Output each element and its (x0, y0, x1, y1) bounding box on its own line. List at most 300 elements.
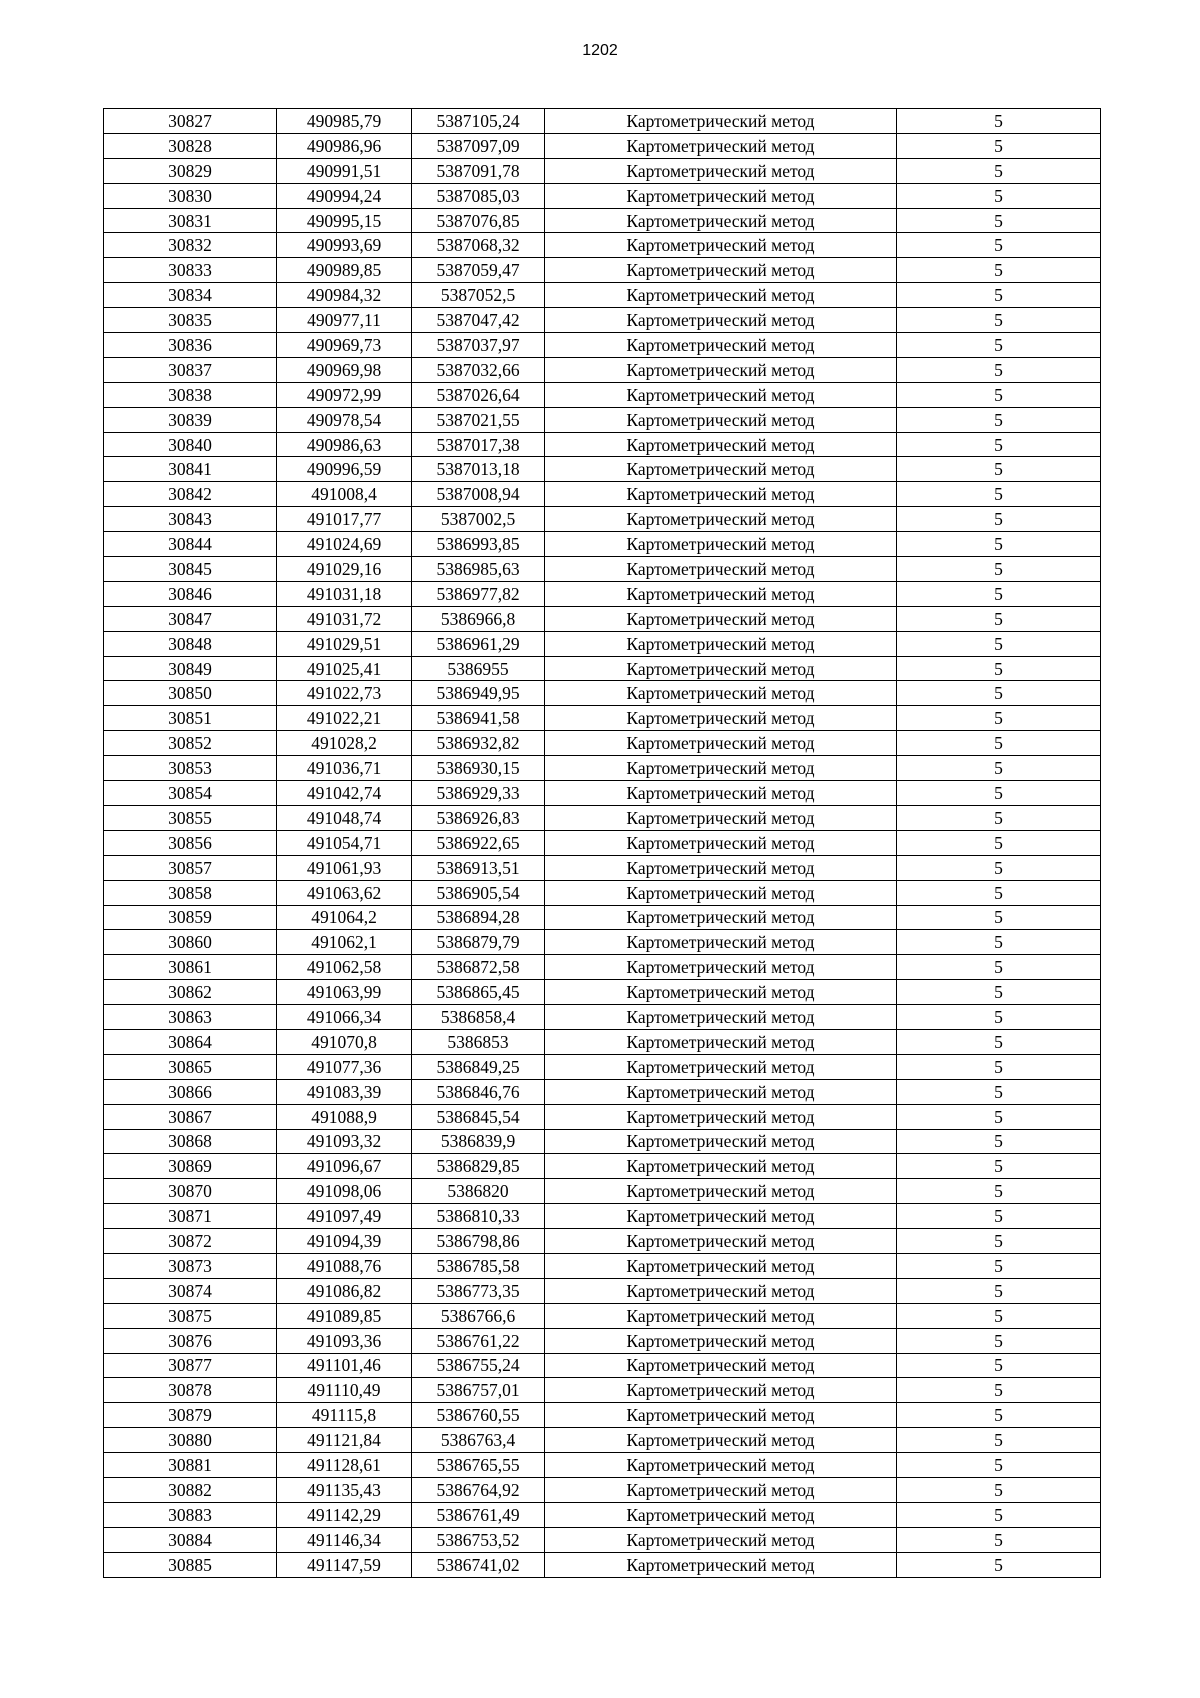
table-row (104, 656, 1101, 681)
table-row (104, 855, 1101, 880)
accuracy-cell: 5 (897, 1527, 1101, 1552)
y-coordinate-cell: 5387059,47 (412, 258, 545, 283)
accuracy-cell: 5 (897, 532, 1101, 557)
table-row (104, 1378, 1101, 1403)
y-coordinate-cell: 5386761,22 (412, 1328, 545, 1353)
point-number-cell: 30828 (104, 133, 277, 158)
method-cell: Картометрический метод (545, 133, 897, 158)
accuracy-cell: 5 (897, 781, 1101, 806)
x-coordinate-cell: 491063,62 (277, 880, 412, 905)
method-cell: Картометрический метод (545, 1552, 897, 1577)
accuracy-cell: 5 (897, 706, 1101, 731)
table-row (104, 880, 1101, 905)
table-row (104, 1179, 1101, 1204)
y-coordinate-cell: 5386966,8 (412, 606, 545, 631)
method-cell: Картометрический метод (545, 631, 897, 656)
y-coordinate-cell: 5386765,55 (412, 1453, 545, 1478)
table-row (104, 208, 1101, 233)
accuracy-cell: 5 (897, 905, 1101, 930)
table-row (104, 756, 1101, 781)
accuracy-cell: 5 (897, 457, 1101, 482)
accuracy-cell: 5 (897, 233, 1101, 258)
accuracy-cell: 5 (897, 855, 1101, 880)
accuracy-cell: 5 (897, 1502, 1101, 1527)
accuracy-cell: 5 (897, 1403, 1101, 1428)
point-number-cell: 30869 (104, 1154, 277, 1179)
method-cell: Картометрический метод (545, 1527, 897, 1552)
method-cell: Картометрический метод (545, 681, 897, 706)
accuracy-cell: 5 (897, 581, 1101, 606)
x-coordinate-cell: 491054,71 (277, 830, 412, 855)
point-number-cell: 30863 (104, 1005, 277, 1030)
x-coordinate-cell: 490991,51 (277, 158, 412, 183)
x-coordinate-cell: 491088,9 (277, 1104, 412, 1129)
method-cell: Картометрический метод (545, 158, 897, 183)
accuracy-cell: 5 (897, 109, 1101, 134)
y-coordinate-cell: 5387105,24 (412, 109, 545, 134)
accuracy-cell: 5 (897, 1253, 1101, 1278)
y-coordinate-cell: 5387047,42 (412, 308, 545, 333)
method-cell: Картометрический метод (545, 557, 897, 582)
method-cell: Картометрический метод (545, 955, 897, 980)
point-number-cell: 30855 (104, 805, 277, 830)
x-coordinate-cell: 491097,49 (277, 1204, 412, 1229)
point-number-cell: 30829 (104, 158, 277, 183)
accuracy-cell: 5 (897, 1303, 1101, 1328)
method-cell: Картометрический метод (545, 855, 897, 880)
method-cell: Картометрический метод (545, 283, 897, 308)
table-row (104, 1054, 1101, 1079)
y-coordinate-cell: 5387068,32 (412, 233, 545, 258)
accuracy-cell: 5 (897, 756, 1101, 781)
y-coordinate-cell: 5387076,85 (412, 208, 545, 233)
y-coordinate-cell: 5386753,52 (412, 1527, 545, 1552)
method-cell: Картометрический метод (545, 706, 897, 731)
table-row (104, 681, 1101, 706)
accuracy-cell: 5 (897, 1477, 1101, 1502)
accuracy-cell: 5 (897, 1154, 1101, 1179)
x-coordinate-cell: 491062,58 (277, 955, 412, 980)
y-coordinate-cell: 5386764,92 (412, 1477, 545, 1502)
x-coordinate-cell: 491024,69 (277, 532, 412, 557)
point-number-cell: 30872 (104, 1229, 277, 1254)
point-number-cell: 30848 (104, 631, 277, 656)
y-coordinate-cell: 5386922,65 (412, 830, 545, 855)
point-number-cell: 30861 (104, 955, 277, 980)
point-number-cell: 30840 (104, 432, 277, 457)
table-row (104, 183, 1101, 208)
y-coordinate-cell: 5386761,49 (412, 1502, 545, 1527)
point-number-cell: 30835 (104, 308, 277, 333)
x-coordinate-cell: 491147,59 (277, 1552, 412, 1577)
table-row (104, 432, 1101, 457)
x-coordinate-cell: 490972,99 (277, 382, 412, 407)
table-row (104, 631, 1101, 656)
point-number-cell: 30851 (104, 706, 277, 731)
method-cell: Картометрический метод (545, 880, 897, 905)
table-row (104, 805, 1101, 830)
x-coordinate-cell: 491077,36 (277, 1054, 412, 1079)
method-cell: Картометрический метод (545, 781, 897, 806)
accuracy-cell: 5 (897, 407, 1101, 432)
point-number-cell: 30838 (104, 382, 277, 407)
coordinates-table (103, 108, 1101, 1578)
point-number-cell: 30827 (104, 109, 277, 134)
page-number: 1202 (582, 42, 618, 59)
accuracy-cell: 5 (897, 980, 1101, 1005)
point-number-cell: 30831 (104, 208, 277, 233)
x-coordinate-cell: 490969,73 (277, 333, 412, 358)
table-row (104, 133, 1101, 158)
table-row (104, 557, 1101, 582)
accuracy-cell: 5 (897, 1079, 1101, 1104)
point-number-cell: 30858 (104, 880, 277, 905)
x-coordinate-cell: 491089,85 (277, 1303, 412, 1328)
point-number-cell: 30846 (104, 581, 277, 606)
table-row (104, 333, 1101, 358)
y-coordinate-cell: 5386785,58 (412, 1253, 545, 1278)
method-cell: Картометрический метод (545, 308, 897, 333)
method-cell: Картометрический метод (545, 1278, 897, 1303)
point-number-cell: 30837 (104, 357, 277, 382)
table-row (104, 706, 1101, 731)
table-row (104, 1453, 1101, 1478)
table-row (104, 382, 1101, 407)
x-coordinate-cell: 491093,32 (277, 1129, 412, 1154)
x-coordinate-cell: 491017,77 (277, 507, 412, 532)
x-coordinate-cell: 490986,63 (277, 432, 412, 457)
accuracy-cell: 5 (897, 1378, 1101, 1403)
x-coordinate-cell: 491022,21 (277, 706, 412, 731)
y-coordinate-cell: 5386905,54 (412, 880, 545, 905)
table-row (104, 507, 1101, 532)
method-cell: Картометрический метод (545, 432, 897, 457)
accuracy-cell: 5 (897, 606, 1101, 631)
table-row (104, 158, 1101, 183)
y-coordinate-cell: 5386985,63 (412, 557, 545, 582)
method-cell: Картометрический метод (545, 656, 897, 681)
x-coordinate-cell: 491042,74 (277, 781, 412, 806)
x-coordinate-cell: 490993,69 (277, 233, 412, 258)
method-cell: Картометрический метод (545, 532, 897, 557)
table-row (104, 1527, 1101, 1552)
method-cell: Картометрический метод (545, 357, 897, 382)
point-number-cell: 30859 (104, 905, 277, 930)
accuracy-cell: 5 (897, 308, 1101, 333)
table-row (104, 930, 1101, 955)
accuracy-cell: 5 (897, 1428, 1101, 1453)
x-coordinate-cell: 490984,32 (277, 283, 412, 308)
point-number-cell: 30877 (104, 1353, 277, 1378)
point-number-cell: 30850 (104, 681, 277, 706)
point-number-cell: 30881 (104, 1453, 277, 1478)
table-row (104, 980, 1101, 1005)
table-row (104, 1129, 1101, 1154)
point-number-cell: 30876 (104, 1328, 277, 1353)
point-number-cell: 30884 (104, 1527, 277, 1552)
accuracy-cell: 5 (897, 158, 1101, 183)
point-number-cell: 30865 (104, 1054, 277, 1079)
method-cell: Картометрический метод (545, 333, 897, 358)
method-cell: Картометрический метод (545, 382, 897, 407)
point-number-cell: 30873 (104, 1253, 277, 1278)
x-coordinate-cell: 491086,82 (277, 1278, 412, 1303)
method-cell: Картометрический метод (545, 756, 897, 781)
y-coordinate-cell: 5386932,82 (412, 731, 545, 756)
y-coordinate-cell: 5386926,83 (412, 805, 545, 830)
x-coordinate-cell: 491031,18 (277, 581, 412, 606)
x-coordinate-cell: 491036,71 (277, 756, 412, 781)
table-row (104, 781, 1101, 806)
method-cell: Картометрический метод (545, 1054, 897, 1079)
table-row (104, 109, 1101, 134)
y-coordinate-cell: 5386961,29 (412, 631, 545, 656)
y-coordinate-cell: 5386763,4 (412, 1428, 545, 1453)
method-cell: Картометрический метод (545, 1029, 897, 1054)
method-cell: Картометрический метод (545, 1154, 897, 1179)
method-cell: Картометрический метод (545, 905, 897, 930)
method-cell: Картометрический метод (545, 1104, 897, 1129)
x-coordinate-cell: 490969,98 (277, 357, 412, 382)
y-coordinate-cell: 5386810,33 (412, 1204, 545, 1229)
y-coordinate-cell: 5387017,38 (412, 432, 545, 457)
method-cell: Картометрический метод (545, 507, 897, 532)
x-coordinate-cell: 491063,99 (277, 980, 412, 1005)
accuracy-cell: 5 (897, 681, 1101, 706)
method-cell: Картометрический метод (545, 1179, 897, 1204)
point-number-cell: 30832 (104, 233, 277, 258)
table-row (104, 1278, 1101, 1303)
method-cell: Картометрический метод (545, 258, 897, 283)
point-number-cell: 30847 (104, 606, 277, 631)
table-row (104, 1104, 1101, 1129)
y-coordinate-cell: 5386798,86 (412, 1229, 545, 1254)
accuracy-cell: 5 (897, 930, 1101, 955)
method-cell: Картометрический метод (545, 1253, 897, 1278)
table-row (104, 1353, 1101, 1378)
method-cell: Картометрический метод (545, 183, 897, 208)
x-coordinate-cell: 491064,2 (277, 905, 412, 930)
y-coordinate-cell: 5387052,5 (412, 283, 545, 308)
x-coordinate-cell: 490986,96 (277, 133, 412, 158)
y-coordinate-cell: 5386849,25 (412, 1054, 545, 1079)
method-cell: Картометрический метод (545, 606, 897, 631)
x-coordinate-cell: 491093,36 (277, 1328, 412, 1353)
point-number-cell: 30882 (104, 1477, 277, 1502)
point-number-cell: 30874 (104, 1278, 277, 1303)
method-cell: Картометрический метод (545, 581, 897, 606)
point-number-cell: 30854 (104, 781, 277, 806)
table-row (104, 407, 1101, 432)
point-number-cell: 30857 (104, 855, 277, 880)
x-coordinate-cell: 491062,1 (277, 930, 412, 955)
point-number-cell: 30880 (104, 1428, 277, 1453)
accuracy-cell: 5 (897, 1129, 1101, 1154)
x-coordinate-cell: 491135,43 (277, 1477, 412, 1502)
point-number-cell: 30856 (104, 830, 277, 855)
table-row (104, 357, 1101, 382)
x-coordinate-cell: 490996,59 (277, 457, 412, 482)
table-row (104, 457, 1101, 482)
x-coordinate-cell: 491061,93 (277, 855, 412, 880)
coordinates-table-body (104, 109, 1101, 1578)
method-cell: Картометрический метод (545, 805, 897, 830)
point-number-cell: 30878 (104, 1378, 277, 1403)
x-coordinate-cell: 491128,61 (277, 1453, 412, 1478)
table-row (104, 1477, 1101, 1502)
accuracy-cell: 5 (897, 208, 1101, 233)
y-coordinate-cell: 5387097,09 (412, 133, 545, 158)
y-coordinate-cell: 5386894,28 (412, 905, 545, 930)
x-coordinate-cell: 491066,34 (277, 1005, 412, 1030)
y-coordinate-cell: 5386865,45 (412, 980, 545, 1005)
x-coordinate-cell: 491025,41 (277, 656, 412, 681)
method-cell: Картометрический метод (545, 1428, 897, 1453)
accuracy-cell: 5 (897, 880, 1101, 905)
accuracy-cell: 5 (897, 830, 1101, 855)
point-number-cell: 30852 (104, 731, 277, 756)
point-number-cell: 30875 (104, 1303, 277, 1328)
point-number-cell: 30870 (104, 1179, 277, 1204)
accuracy-cell: 5 (897, 1179, 1101, 1204)
x-coordinate-cell: 491028,2 (277, 731, 412, 756)
accuracy-cell: 5 (897, 183, 1101, 208)
x-coordinate-cell: 491029,16 (277, 557, 412, 582)
y-coordinate-cell: 5386757,01 (412, 1378, 545, 1403)
method-cell: Картометрический метод (545, 1303, 897, 1328)
table-row (104, 1328, 1101, 1353)
y-coordinate-cell: 5387008,94 (412, 482, 545, 507)
table-row (104, 1303, 1101, 1328)
x-coordinate-cell: 491022,73 (277, 681, 412, 706)
method-cell: Картометрический метод (545, 1453, 897, 1478)
y-coordinate-cell: 5386872,58 (412, 955, 545, 980)
point-number-cell: 30843 (104, 507, 277, 532)
table-row (104, 1403, 1101, 1428)
x-coordinate-cell: 491008,4 (277, 482, 412, 507)
x-coordinate-cell: 491098,06 (277, 1179, 412, 1204)
x-coordinate-cell: 491142,29 (277, 1502, 412, 1527)
table-row (104, 1204, 1101, 1229)
method-cell: Картометрический метод (545, 1005, 897, 1030)
x-coordinate-cell: 491070,8 (277, 1029, 412, 1054)
y-coordinate-cell: 5387002,5 (412, 507, 545, 532)
table-row (104, 1253, 1101, 1278)
x-coordinate-cell: 490977,11 (277, 308, 412, 333)
table-row (104, 1029, 1101, 1054)
method-cell: Картометрический метод (545, 1204, 897, 1229)
accuracy-cell: 5 (897, 631, 1101, 656)
y-coordinate-cell: 5386930,15 (412, 756, 545, 781)
method-cell: Картометрический метод (545, 1229, 897, 1254)
table-row (104, 581, 1101, 606)
table-row (104, 731, 1101, 756)
y-coordinate-cell: 5386839,9 (412, 1129, 545, 1154)
point-number-cell: 30841 (104, 457, 277, 482)
x-coordinate-cell: 490994,24 (277, 183, 412, 208)
point-number-cell: 30885 (104, 1552, 277, 1577)
table-row (104, 233, 1101, 258)
x-coordinate-cell: 491115,8 (277, 1403, 412, 1428)
method-cell: Картометрический метод (545, 457, 897, 482)
x-coordinate-cell: 491094,39 (277, 1229, 412, 1254)
y-coordinate-cell: 5387032,66 (412, 357, 545, 382)
method-cell: Картометрический метод (545, 482, 897, 507)
table-row (104, 1502, 1101, 1527)
point-number-cell: 30867 (104, 1104, 277, 1129)
method-cell: Картометрический метод (545, 233, 897, 258)
method-cell: Картометрический метод (545, 1403, 897, 1428)
y-coordinate-cell: 5386741,02 (412, 1552, 545, 1577)
y-coordinate-cell: 5386853 (412, 1029, 545, 1054)
y-coordinate-cell: 5387026,64 (412, 382, 545, 407)
y-coordinate-cell: 5386955 (412, 656, 545, 681)
y-coordinate-cell: 5387091,78 (412, 158, 545, 183)
method-cell: Картометрический метод (545, 830, 897, 855)
x-coordinate-cell: 491146,34 (277, 1527, 412, 1552)
accuracy-cell: 5 (897, 1353, 1101, 1378)
accuracy-cell: 5 (897, 482, 1101, 507)
method-cell: Картометрический метод (545, 1353, 897, 1378)
y-coordinate-cell: 5386977,82 (412, 581, 545, 606)
point-number-cell: 30864 (104, 1029, 277, 1054)
method-cell: Картометрический метод (545, 407, 897, 432)
accuracy-cell: 5 (897, 1552, 1101, 1577)
x-coordinate-cell: 490985,79 (277, 109, 412, 134)
point-number-cell: 30833 (104, 258, 277, 283)
accuracy-cell: 5 (897, 258, 1101, 283)
y-coordinate-cell: 5387085,03 (412, 183, 545, 208)
method-cell: Картометрический метод (545, 930, 897, 955)
table-row (104, 1079, 1101, 1104)
table-row (104, 532, 1101, 557)
accuracy-cell: 5 (897, 805, 1101, 830)
point-number-cell: 30839 (104, 407, 277, 432)
y-coordinate-cell: 5386755,24 (412, 1353, 545, 1378)
method-cell: Картометрический метод (545, 1129, 897, 1154)
table-row (104, 1428, 1101, 1453)
y-coordinate-cell: 5386913,51 (412, 855, 545, 880)
point-number-cell: 30868 (104, 1129, 277, 1154)
table-row (104, 1229, 1101, 1254)
method-cell: Картометрический метод (545, 980, 897, 1005)
y-coordinate-cell: 5386879,79 (412, 930, 545, 955)
accuracy-cell: 5 (897, 731, 1101, 756)
point-number-cell: 30842 (104, 482, 277, 507)
table-row (104, 606, 1101, 631)
x-coordinate-cell: 490989,85 (277, 258, 412, 283)
table-row (104, 482, 1101, 507)
accuracy-cell: 5 (897, 1054, 1101, 1079)
x-coordinate-cell: 491088,76 (277, 1253, 412, 1278)
y-coordinate-cell: 5386993,85 (412, 532, 545, 557)
method-cell: Картометрический метод (545, 731, 897, 756)
x-coordinate-cell: 491031,72 (277, 606, 412, 631)
accuracy-cell: 5 (897, 333, 1101, 358)
point-number-cell: 30853 (104, 756, 277, 781)
accuracy-cell: 5 (897, 507, 1101, 532)
method-cell: Картометрический метод (545, 1378, 897, 1403)
y-coordinate-cell: 5387013,18 (412, 457, 545, 482)
table-row (104, 308, 1101, 333)
accuracy-cell: 5 (897, 133, 1101, 158)
accuracy-cell: 5 (897, 1005, 1101, 1030)
x-coordinate-cell: 491121,84 (277, 1428, 412, 1453)
y-coordinate-cell: 5386858,4 (412, 1005, 545, 1030)
point-number-cell: 30836 (104, 333, 277, 358)
y-coordinate-cell: 5386829,85 (412, 1154, 545, 1179)
point-number-cell: 30879 (104, 1403, 277, 1428)
